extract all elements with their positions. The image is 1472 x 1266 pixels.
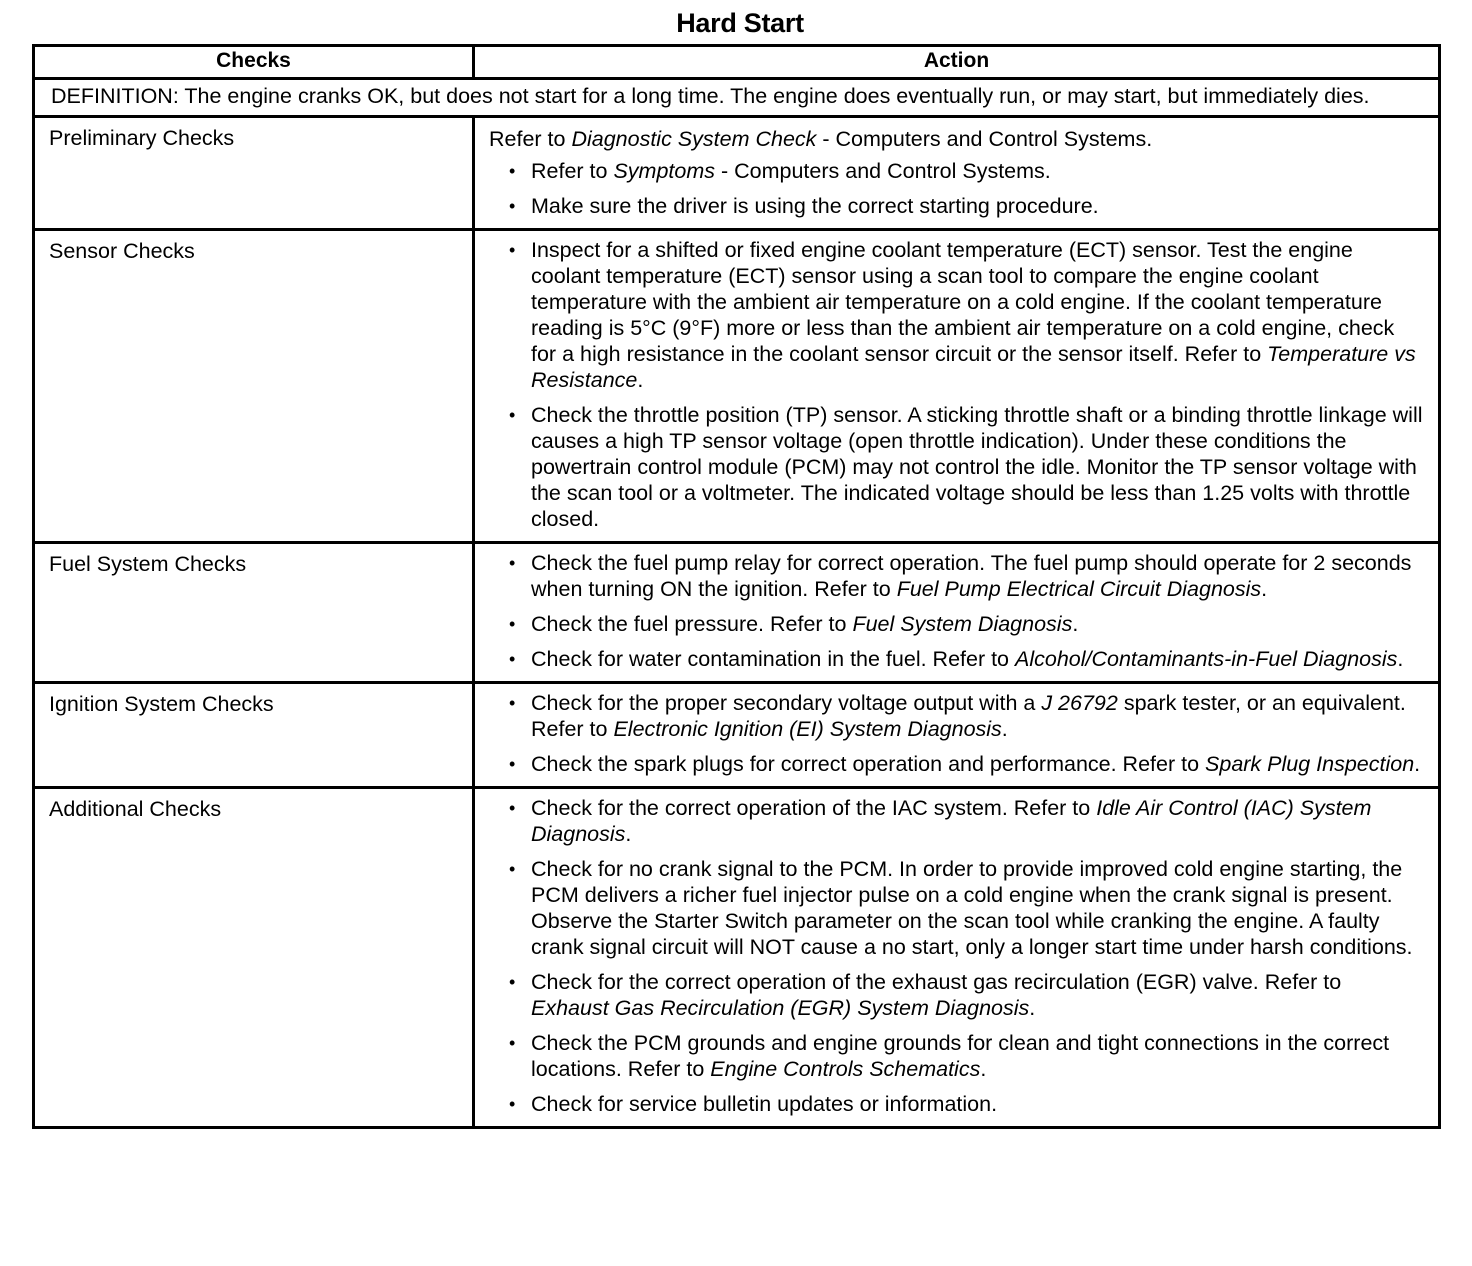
text-run: . [980,1057,987,1081]
action-bullet-item [489,1091,1424,1117]
table-row [34,543,1440,683]
action-cell [474,683,1440,788]
action-cell [474,788,1440,1128]
check-category-cell [34,788,474,1128]
reference-link-text: Engine Controls Schematics [710,1057,981,1081]
action-bullet-item [489,402,1424,532]
reference-link-text: Electronic Ignition (EI) System Diagnosis [613,717,1002,741]
check-category-label: Sensor Checks [49,239,195,263]
reference-link-text: Diagnostic System Check [571,127,817,151]
action-bullet-item [489,751,1424,777]
text-run: . [1397,647,1404,671]
check-category-cell [34,230,474,543]
action-bullet-list [489,690,1424,777]
diagnostic-table [32,44,1441,1129]
text-run: . [1029,996,1036,1020]
check-category-cell [34,683,474,788]
reference-link-text: Fuel Pump Electrical Circuit Diagnosis [896,577,1262,601]
text-run: - Computers and Control Systems. [816,127,1153,151]
column-header-checks: Checks [34,46,474,79]
action-bullet-item [489,550,1424,602]
text-run: . [625,822,632,846]
text-run: Check for the correct operation of the exhaust gas recirculation (EGR) valve. Refer to [531,970,1342,994]
text-run: - Computers and Control Systems. [715,159,1051,183]
check-category-label: Additional Checks [49,797,222,821]
table-header-row [34,46,1440,79]
text-run: . [1001,717,1008,741]
action-cell [474,117,1440,230]
action-cell [474,543,1440,683]
table-row [34,117,1440,230]
action-bullet-item [489,611,1424,637]
reference-link-text: Symptoms [613,159,716,183]
check-category-label: Preliminary Checks [49,126,235,150]
text-run: . [1072,612,1079,636]
text-run: Check the fuel pump relay for correct operation. The fuel pump should operate for 2 seconds when turning ON the ignition. Refer to [531,551,1412,601]
page-title: Hard Start [676,8,804,38]
reference-link-text: Alcohol/Contaminants-in-Fuel Diagnosis [1015,647,1398,671]
reference-link-text: Spark Plug Inspection [1205,752,1415,776]
reference-link-text: Fuel System Diagnosis [852,612,1073,636]
text-run: Check for the correct operation of the IAC system. Refer to [531,796,1097,820]
text-run: spark tester, or an equivalent. Refer to [531,691,1406,741]
reference-link-text: Temperature vs Resistance [531,342,1416,392]
text-run: . [1261,577,1268,601]
action-bullet-list [489,237,1424,532]
text-run: Check for water contamination in the fuel. Refer to [531,647,1015,671]
text-run: Check the PCM grounds and engine grounds for clean and tight connections in the correct locations. Refer to [531,1031,1390,1081]
check-category-cell [34,117,474,230]
text-run: Refer to [531,159,614,183]
action-bullet-item [489,690,1424,742]
action-bullet-item [489,237,1424,393]
text-run: Check the fuel pressure. Refer to [531,612,853,636]
action-intro [489,124,1424,158]
action-bullet-list [489,550,1424,672]
text-run: . [1414,752,1421,776]
check-category-cell [34,543,474,683]
text-run: Check for service bulletin updates or information. [531,1092,998,1116]
check-category-label: Ignition System Checks [49,692,274,716]
table-row [34,683,1440,788]
action-bullet-list [489,158,1424,219]
reference-link-text: Exhaust Gas Recirculation (EGR) System Diagnosis [531,996,1030,1020]
reference-link-text: J 26792 [1041,691,1118,715]
action-bullet-item [489,856,1424,960]
table-row [34,788,1440,1128]
text-run: . [637,368,644,392]
column-header-action: Action [474,46,1440,79]
action-bullet-item [489,795,1424,847]
definition-row [34,79,1440,117]
check-category-label: Fuel System Checks [49,552,247,576]
action-cell [474,230,1440,543]
action-bullet-item [489,646,1424,672]
text-run: Refer to [489,127,572,151]
table-row [34,230,1440,543]
action-bullet-list [489,795,1424,1117]
action-bullet-item [489,1030,1424,1082]
reference-link-text: Idle Air Control (IAC) System Diagnosis [531,796,1372,846]
definition-text: DEFINITION: The engine cranks OK, but does not start for a long time. The engine does eventually run, or may start, but immediately dies. [34,79,1440,117]
text-run: Inspect for a shifted or fixed engine coolant temperature (ECT) sensor. Test the engine coolant temperature (ECT) sensor using a scan tool to compare the engine coolant temperature with the ambient air temperature on a cold engine. If the coolant temperature reading is 5°C (9°F) more or less than the ambient air temperature on a cold engine, check for a high resistance in the coolant sensor circuit or the sensor itself. Refer to [531,238,1395,366]
action-bullet-item [489,158,1424,184]
text-run: Check the throttle position (TP) sensor. A sticking throttle shaft or a binding throttle linkage will causes a high TP sensor voltage (open throttle indication). Under these conditions the powertrain control module (PCM) may not control the idle. Monitor the TP sensor voltage with the scan tool or a voltmeter. The indicated voltage should be less than 1.25 volts with throttle closed. [531,403,1423,531]
text-run: Check the spark plugs for correct operation and performance. Refer to [531,752,1206,776]
text-run: Check for the proper secondary voltage output with a [531,691,1042,715]
action-bullet-item [489,969,1424,1021]
action-bullet-item [489,193,1424,219]
text-run: Make sure the driver is using the correct starting procedure. [531,194,1099,218]
text-run: Check for no crank signal to the PCM. In order to provide improved cold engine starting, the PCM delivers a richer fuel injector pulse on a cold engine when the crank signal is present. Observe the Starter Switch parameter on the scan tool while cranking the engine. A faulty crank signal circuit will NOT cause a no start, only a longer start time under harsh conditions. [531,857,1413,959]
